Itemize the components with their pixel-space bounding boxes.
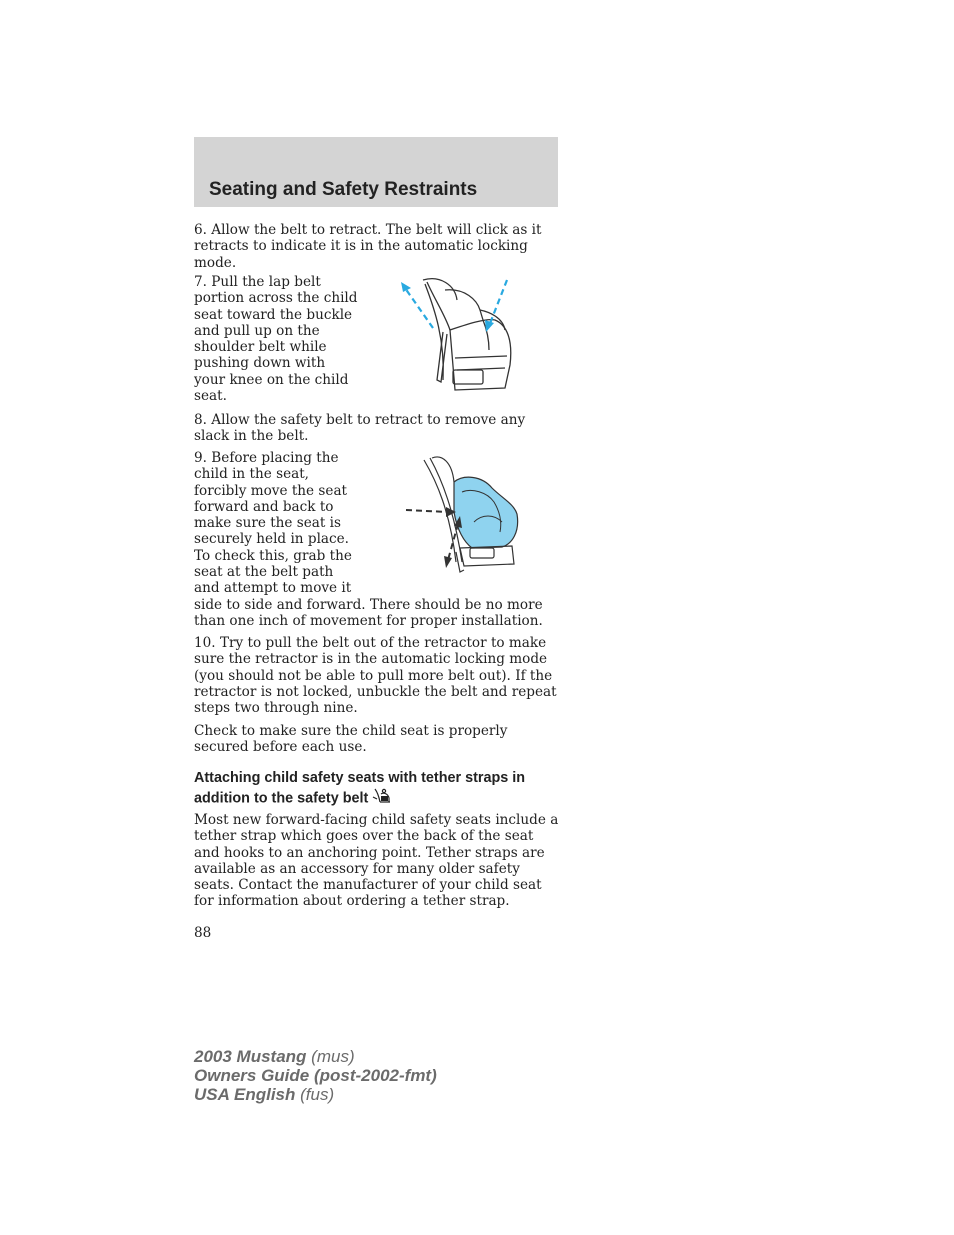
child-seat-icon (372, 787, 392, 810)
tether-section-body: Most new forward-facing child safety seats include a tether strap which goes over the back of the seat and hooks to an anchoring point. Tether straps are available as an accessory for many older safety seats. Contact the manufacturer of your child seat for information about ordering a tether strap. (194, 812, 559, 910)
step-8-text: 8. Allow the safety belt to retract to remove any slack in the belt. (194, 412, 526, 445)
footer-line-language: USA English (fus) (194, 1085, 335, 1104)
footer-line-guide: Owners Guide (post-2002-fmt) (194, 1066, 437, 1085)
step-7-text: 7. Pull the lap belt portion across the child seat toward the buckle and pull up on the shoulder belt while pushing down with your knee on the child seat. (194, 274, 358, 405)
section-title: Seating and Safety Restraints (209, 179, 478, 200)
page-number: 88 (194, 925, 212, 941)
tether-section-heading (194, 769, 562, 810)
child-seat-tighten-illustration (395, 270, 525, 400)
step-9-text-part2: side to side and forward. There should be no more than one inch of movement for proper installation. (194, 597, 543, 630)
footer-line-model: 2003 Mustang (mus) (194, 1047, 355, 1066)
tether-heading-text: Attaching child safety seats with tether straps in addition to the safety belt (194, 770, 526, 807)
section-header-band (194, 137, 558, 207)
step-6-text: 6. Allow the belt to retract. The belt will click as it retracts to indicate it is in the automatic locking mode. (194, 222, 542, 271)
child-seat-movement-check-illustration (402, 452, 527, 577)
step-9-text-part1: 9. Before placing the child in the seat, forcibly move the seat forward and back to make sure the seat is securely held in place. To check this, grab the seat at the belt path and attempt to move it (194, 450, 352, 597)
step-10-text: 10. Try to pull the belt out of the retractor to make sure the retractor is in the automatic locking mode (you should not be able to pull more belt out). If the retractor is not locked, unbuckle the belt and repeat steps two through nine. (194, 635, 557, 717)
document-footer (194, 1047, 437, 1104)
check-secured-text: Check to make sure the child seat is properly secured before each use. (194, 723, 508, 756)
